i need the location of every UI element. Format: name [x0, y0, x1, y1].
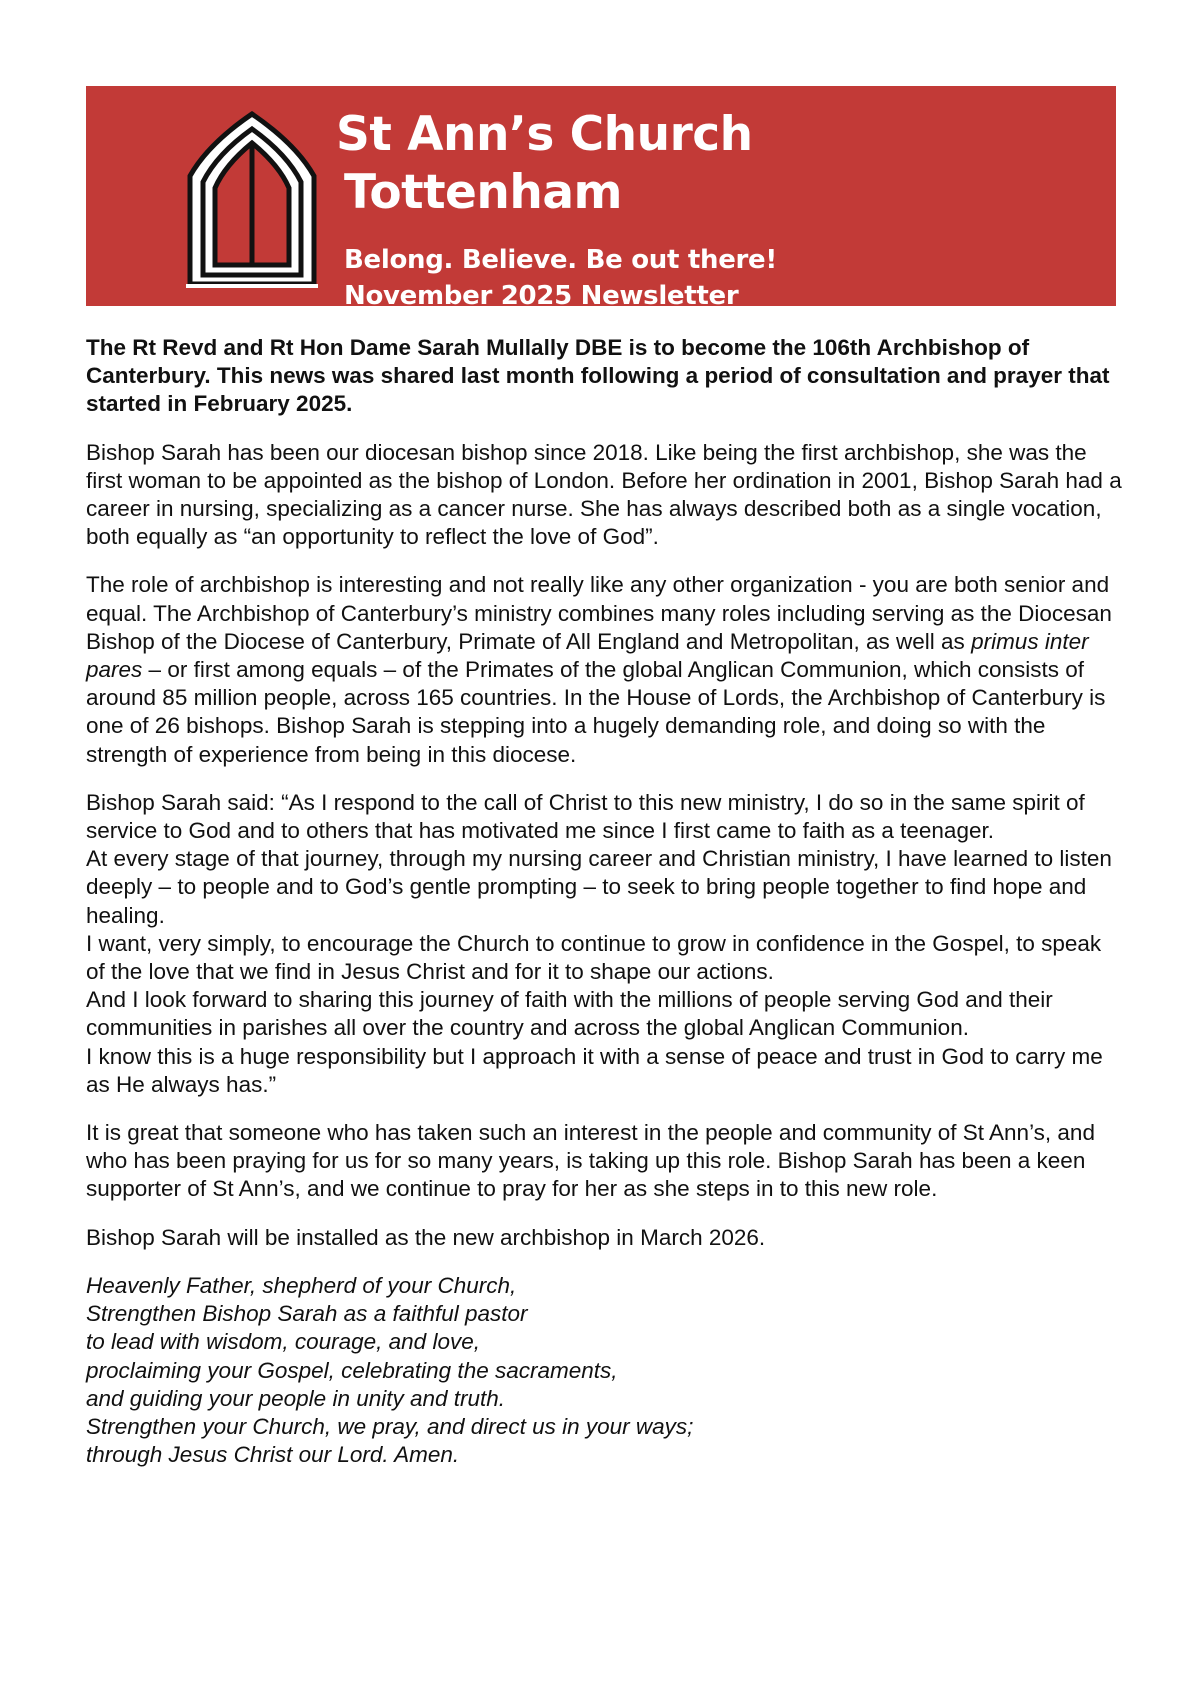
quote-line: And I look forward to sharing this journey of faith with the millions of people serving God and their communities in parishes all over the country and across the global Anglican Communion.: [86, 987, 1053, 1041]
paragraph-support: It is great that someone who has taken such an interest in the people and community of St Ann’s, and who has been praying for us for so many years, is taking up this role. Bishop Sarah has been a keen supporter of St Ann’s, and we continue to pray for her as she steps in to this new role.: [86, 1120, 1095, 1202]
quote-line: I know this is a huge responsibility but I approach it with a sense of peace and trust in God to carry me as He always has.”: [86, 1043, 1103, 1097]
church-window-icon: [182, 110, 322, 295]
prayer-line: proclaiming your Gospel, celebrating the sacraments,: [86, 1357, 618, 1383]
masthead: [336, 106, 777, 314]
prayer-line: Heavenly Father, shepherd of your Church,: [86, 1272, 517, 1298]
role-text-start: The role of archbishop is interesting and not really like any other organization - you are both senior and equal. The Archbishop of Canterbury’s ministry combines many roles including serving as the Diocesan Bishop of the Diocese of Canterbury, Primate of All England and Metropolitan, as well as: [86, 572, 1112, 654]
quote-line: Bishop Sarah said: “As I respond to the call of Christ to this new ministry, I do so in the same spirit of service to God and to others that has motivated me since I first came to faith as a teenager.: [86, 789, 1085, 844]
church-name: St Ann’s Church: [336, 107, 753, 162]
prayer-line: and guiding your people in unity and truth.: [86, 1385, 506, 1411]
quote-paragraph: [86, 789, 1126, 1099]
prayer-line: to lead with wisdom, courage, and love,: [86, 1329, 480, 1355]
quote-line: At every stage of that journey, through my nursing career and Christian ministry, I have learned to listen deeply – to people and to God’s gentle prompting – to seek to bring people together to find hope and healing.: [86, 846, 1112, 928]
role-text-end: – or first among equals – of the Primates of the global Anglican Communion, which consists of around 85 million people, across 165 countries. In the House of Lords, the Archbishop of Canterbury is one of 26 bishops. Bishop Sarah is stepping into a hugely demanding role, and doing so with the strength of experience from being in this diocese.: [86, 657, 1106, 767]
prayer-line: through Jesus Christ our Lord. Amen.: [86, 1442, 460, 1468]
tagline: Belong. Believe. Be out there!: [344, 245, 777, 275]
primus-inter-pares: primus inter pares: [86, 628, 1089, 683]
prayer: [86, 1272, 1126, 1469]
paragraph-role: [86, 571, 1126, 768]
paragraph-background: Bishop Sarah has been our diocesan bishop since 2018. Like being the first archbishop, she was the first woman to be appointed as the bishop of London. Before her ordination in 2001, Bishop Sarah had a career in nursing, specializing as a cancer nurse. She has always described both as a single vocation, both equally as “an opportunity to reflect the love of God”.: [86, 439, 1122, 550]
paragraph-installation: Bishop Sarah will be installed as the new archbishop in March 2026.: [86, 1224, 766, 1250]
header-banner: [86, 86, 1116, 311]
prayer-line: Strengthen Bishop Sarah as a faithful pastor: [86, 1301, 528, 1327]
article-body: [86, 334, 1126, 1469]
quote-line: I want, very simply, to encourage the Church to continue to grow in confidence in the Gospel, to speak of the love that we find in Jesus Christ and for it to shape our actions.: [86, 930, 1102, 985]
prayer-line: Strengthen your Church, we pray, and direct us in your ways;: [86, 1413, 694, 1439]
newsletter-issue: November 2025 Newsletter: [344, 281, 739, 311]
church-location: Tottenham: [344, 165, 623, 220]
lead-paragraph: The Rt Revd and Rt Hon Dame Sarah Mullally DBE is to become the 106th Archbishop of Canterbury. This news was shared last month following a period of consultation and prayer that started in February 2025.: [86, 335, 1110, 417]
